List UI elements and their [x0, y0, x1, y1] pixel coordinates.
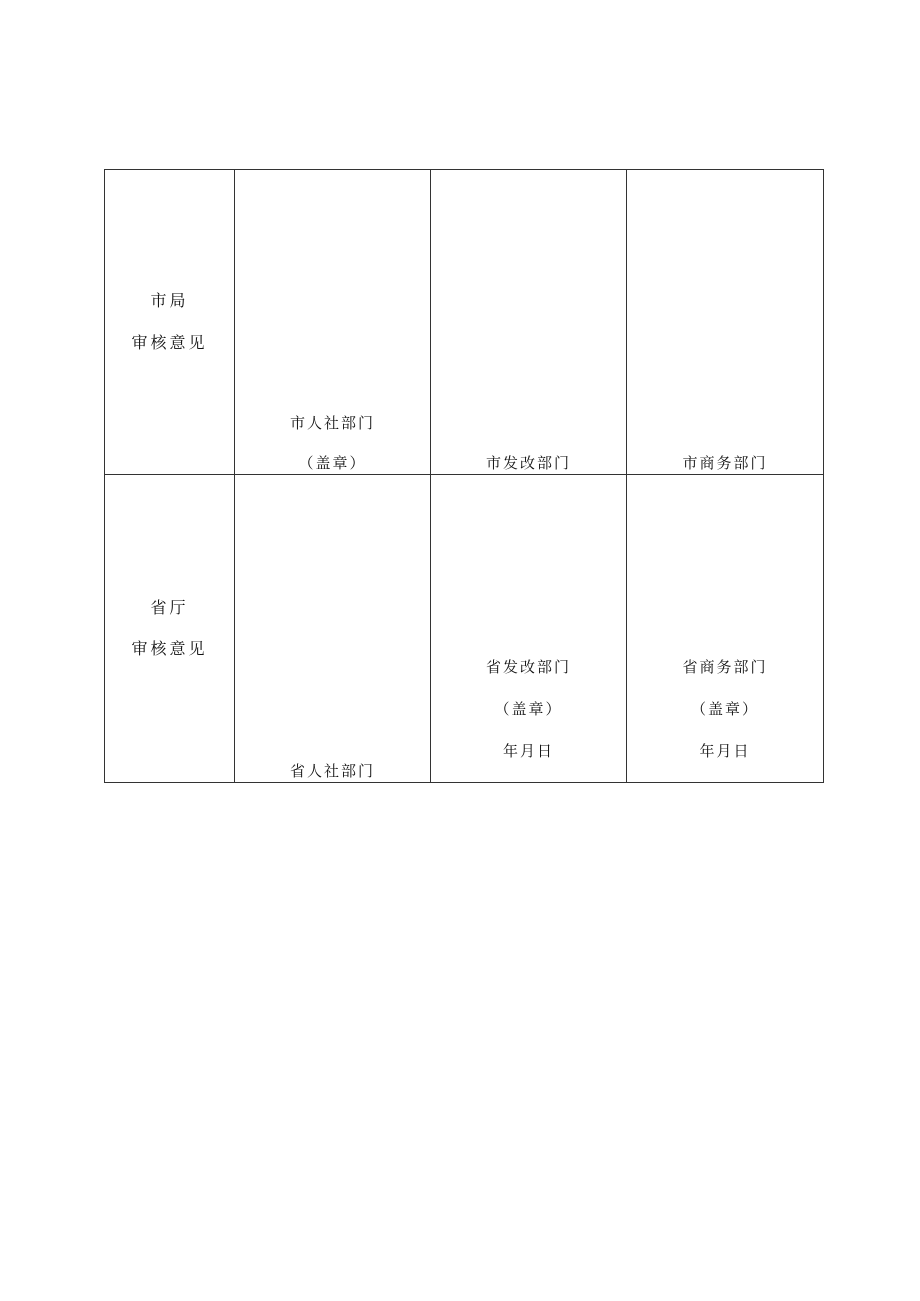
province-review-label-cell — [105, 475, 235, 782]
approval-table — [104, 169, 824, 783]
city-hr-dept-cell[interactable] — [235, 170, 431, 474]
city-commerce-dept-name: 市商务部门 — [682, 454, 768, 472]
province-commerce-date: 年月日 — [699, 742, 751, 760]
province-hr-dept-name: 省人社部门 — [289, 762, 375, 780]
city-hr-dept-name: 市人社部门 — [289, 414, 375, 432]
city-review-label-cell — [105, 170, 235, 474]
city-review-row — [105, 170, 823, 475]
province-commerce-dept-cell[interactable] — [627, 475, 823, 782]
province-dev-date: 年月日 — [502, 742, 554, 760]
city-hr-seal-note: （盖章） — [298, 454, 367, 472]
province-commerce-seal-note: （盖章） — [690, 700, 759, 718]
province-review-label-line1: 省厅 — [150, 598, 189, 617]
province-dev-seal-note: （盖章） — [494, 700, 563, 718]
province-review-row — [105, 475, 823, 782]
city-commerce-dept-cell[interactable] — [627, 170, 823, 474]
city-dev-dept-cell[interactable] — [431, 170, 627, 474]
province-commerce-dept-name: 省商务部门 — [682, 658, 768, 676]
city-review-label-line2: 审核意见 — [131, 333, 208, 352]
province-dev-dept-cell[interactable] — [431, 475, 627, 782]
city-dev-dept-name: 市发改部门 — [485, 454, 571, 472]
province-review-label-line2: 审核意见 — [131, 639, 208, 658]
province-dev-dept-name: 省发改部门 — [485, 658, 571, 676]
province-hr-dept-cell[interactable] — [235, 475, 431, 782]
city-review-label-line1: 市局 — [150, 291, 189, 310]
